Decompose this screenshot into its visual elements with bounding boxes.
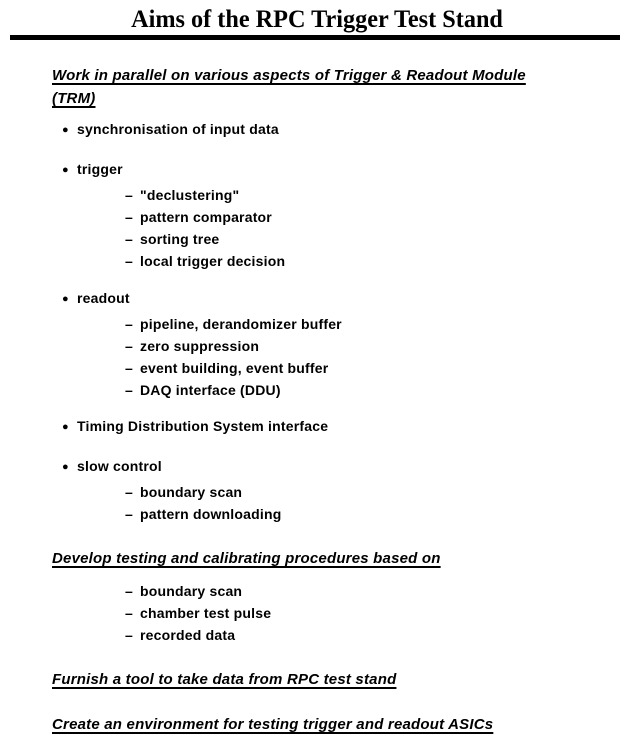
sub-item [52, 379, 598, 401]
bullet-icon: ● [62, 421, 69, 433]
bullet-text: Timing Distribution System interface [77, 418, 329, 434]
sub-text: boundary scan [140, 484, 243, 500]
sub-list-slow-control [52, 481, 598, 525]
dash-icon: – [125, 484, 133, 500]
bullet-icon: ● [62, 461, 69, 473]
sub-item [52, 602, 598, 624]
bullet-text: slow control [77, 458, 162, 474]
bullet-item-synchronisation [52, 118, 598, 141]
section-heading-furnish: Furnish a tool to take data from RPC test stand [52, 671, 397, 688]
sub-item [52, 481, 598, 503]
section-heading-work-in-parallel: Work in parallel on various aspects of Trigger & Readout Module (TRM) [52, 67, 526, 107]
section-heading-develop: Develop testing and calibrating procedures based on [52, 550, 441, 567]
sub-list-develop [52, 580, 598, 646]
sub-item [52, 335, 598, 357]
bullet-item-trigger [52, 158, 598, 181]
dash-icon: – [125, 583, 133, 599]
bullet-text: synchronisation of input data [77, 121, 279, 137]
dash-icon: – [125, 627, 133, 643]
bullet-item-slow-control [52, 455, 598, 478]
bullet-icon: ● [62, 293, 69, 305]
bullet-item-timing [52, 415, 598, 438]
bullet-icon: ● [62, 124, 69, 136]
sub-text: chamber test pulse [140, 605, 272, 621]
sub-text: event building, event buffer [140, 360, 329, 376]
sub-text: local trigger decision [140, 253, 286, 269]
title-rule [10, 35, 620, 40]
sub-text: sorting tree [140, 231, 220, 247]
dash-icon: – [125, 360, 133, 376]
sub-item [52, 250, 598, 272]
bullet-text: trigger [77, 161, 123, 177]
dash-icon: – [125, 253, 133, 269]
sub-text: pipeline, derandomizer buffer [140, 316, 342, 332]
dash-icon: – [125, 605, 133, 621]
bullet-icon: ● [62, 164, 69, 176]
sub-item [52, 228, 598, 250]
bullet-text: readout [77, 290, 130, 306]
sub-list-readout [52, 313, 598, 401]
sub-item [52, 206, 598, 228]
sub-text: zero suppression [140, 338, 260, 354]
sub-item [52, 357, 598, 379]
dash-icon: – [125, 382, 133, 398]
sub-item [52, 624, 598, 646]
section-heading-create: Create an environment for testing trigger and readout ASICs [52, 716, 494, 733]
dash-icon: – [125, 316, 133, 332]
sub-item [52, 503, 598, 525]
sub-text: DAQ interface (DDU) [140, 382, 281, 398]
sub-item [52, 313, 598, 335]
slide-content [52, 64, 598, 736]
dash-icon: – [125, 506, 133, 522]
sub-item [52, 184, 598, 206]
dash-icon: – [125, 209, 133, 225]
dash-icon: – [125, 187, 133, 203]
sub-text: pattern downloading [140, 506, 282, 522]
dash-icon: – [125, 338, 133, 354]
sub-item [52, 580, 598, 602]
sub-text: boundary scan [140, 583, 243, 599]
sub-text: "declustering" [140, 187, 240, 203]
bullet-item-readout [52, 287, 598, 310]
dash-icon: – [125, 231, 133, 247]
sub-text: pattern comparator [140, 209, 272, 225]
sub-list-trigger [52, 184, 598, 272]
sub-text: recorded data [140, 627, 236, 643]
page-title: Aims of the RPC Trigger Test Stand [131, 6, 503, 33]
